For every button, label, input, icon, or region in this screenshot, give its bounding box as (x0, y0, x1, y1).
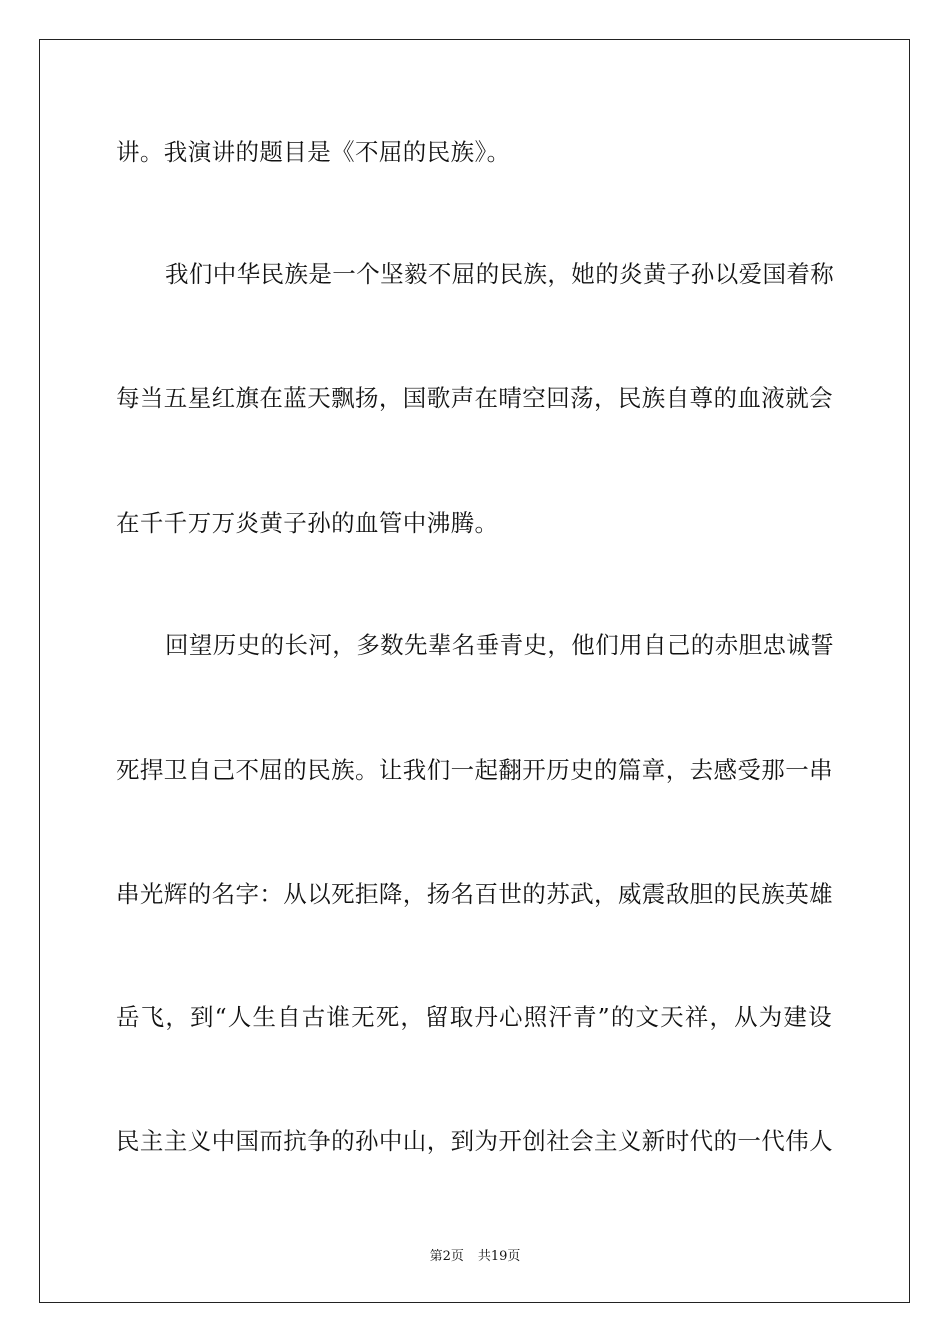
paragraph-2-line-1: 我们中华民族是一个坚毅不屈的民族，她的炎黄子孙以爱国着称 (165, 260, 835, 288)
paragraph-3-line-3: 串光辉的名字：从以死拒降，扬名百世的苏武，威震敌胆的民族英雄 (116, 880, 833, 908)
page-total: 共19页 (477, 1249, 521, 1264)
page-footer (0, 1248, 950, 1266)
paragraph-3-line-5: 民主主义中国而抗争的孙中山，到为开创社会主义新时代的一代伟人 (116, 1127, 833, 1155)
paragraph-3-line-1: 回望历史的长河，多数先辈名垂青史，他们用自己的赤胆忠诚誓 (165, 631, 835, 659)
page-border (39, 39, 910, 1303)
text-line-1: 讲。我演讲的题目是《不屈的民族》。 (116, 138, 511, 166)
paragraph-2-line-2: 每当五星红旗在蓝天飘扬，国歌声在晴空回荡，民族自尊的血液就会 (116, 384, 833, 412)
page-number: 第2页 (429, 1249, 464, 1264)
paragraph-2-line-3: 在千千万万炎黄子孙的血管中沸腾。 (116, 509, 499, 537)
paragraph-3-line-4: 岳飞，到“人生自古谁无死，留取丹心照汗青”的文天祥，从为建设 (116, 1003, 832, 1031)
paragraph-3-line-2: 死捍卫自己不屈的民族。让我们一起翻开历史的篇章，去感受那一串 (116, 756, 833, 784)
